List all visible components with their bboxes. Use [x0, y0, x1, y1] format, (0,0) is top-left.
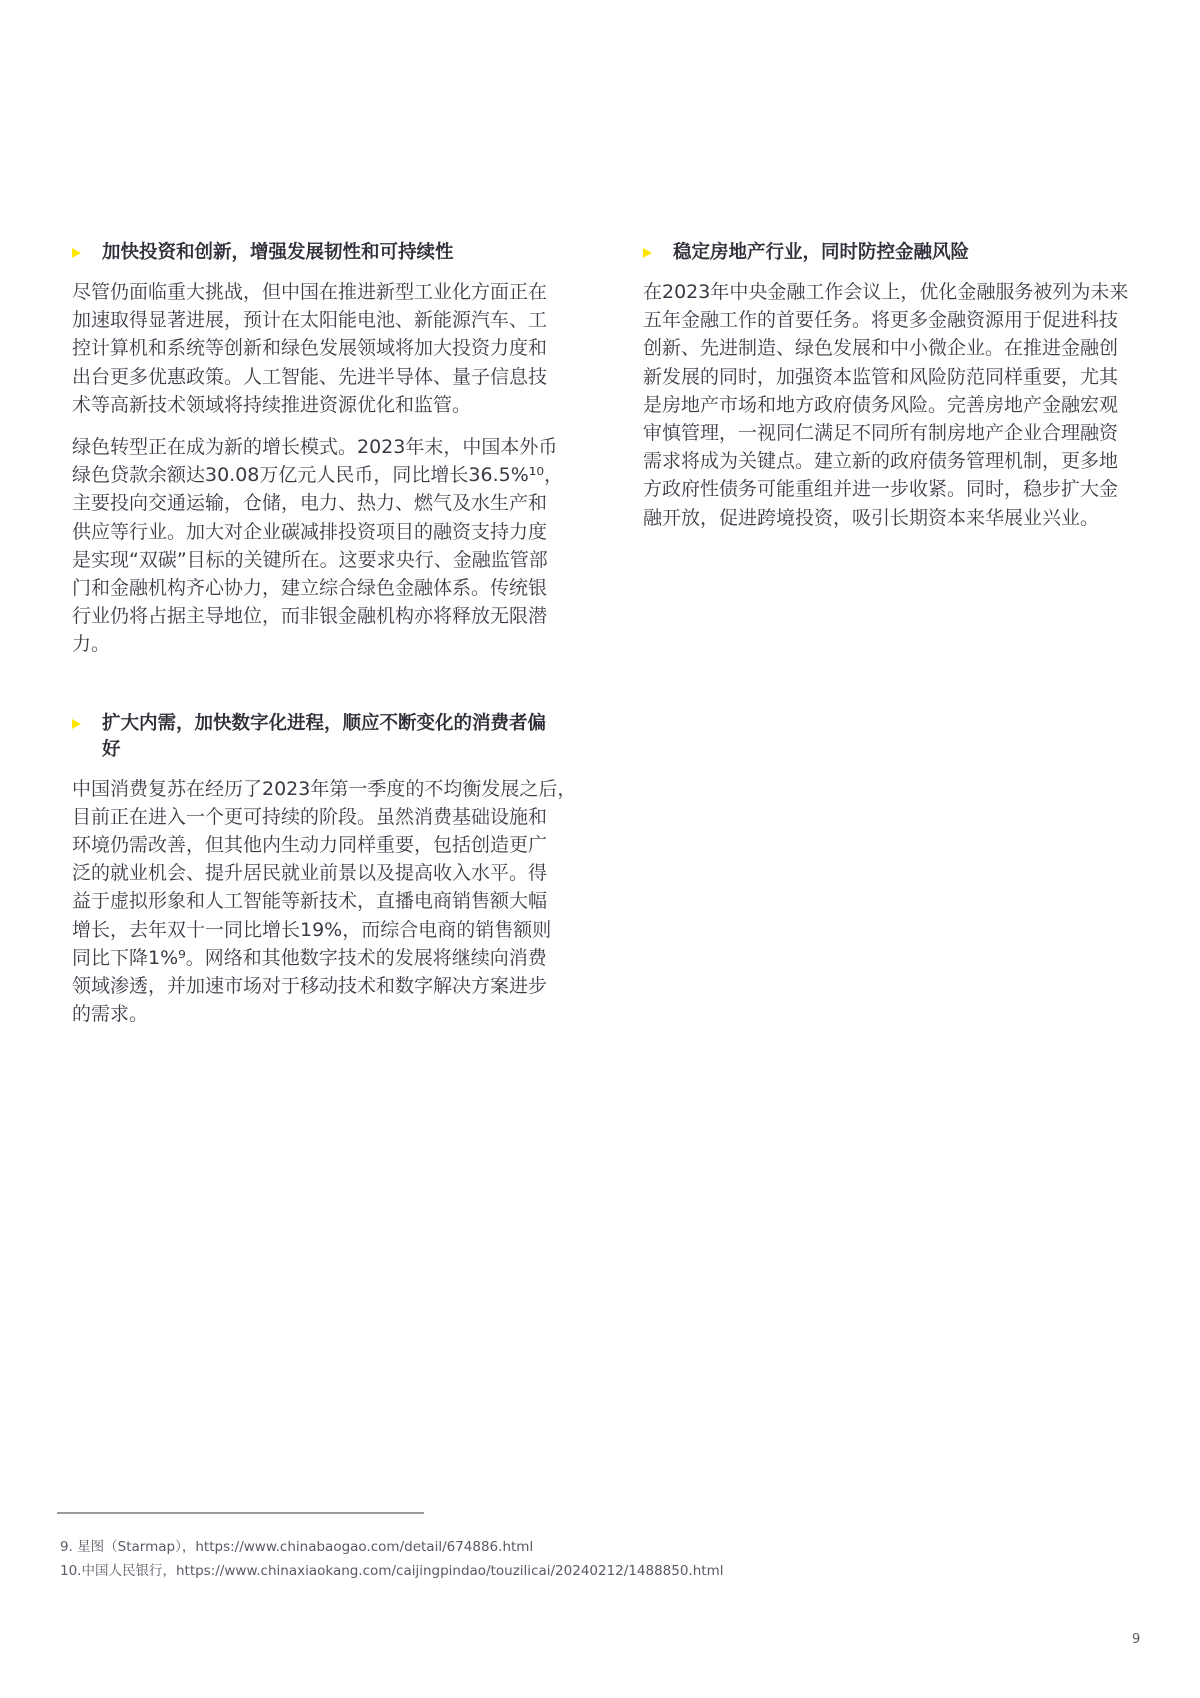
text-line: 在2023年中央金融工作会议上，优化金融服务被列为未来	[643, 281, 1129, 303]
text-line: 出台更多优惠政策。人工智能、先进半导体、量子信息技	[72, 365, 548, 388]
footnote-divider	[57, 1512, 424, 1514]
text-line: 门和金融机构齐心协力，建立综合绿色金融体系。传统银	[72, 577, 548, 600]
text-line: 泛的就业机会、提升居民就业前景以及提高收入水平。得	[72, 862, 548, 885]
text-line: 是房地产市场和地方政府债务风险。完善房地产金融宏观	[643, 393, 1119, 416]
paragraph	[72, 433, 602, 659]
text-line: 需求将成为关键点。建立新的政府债务管理机制，更多地	[643, 450, 1119, 473]
text-line: 中国消费复苏在经历了2023年第一季度的不均衡发展之后，	[72, 777, 577, 800]
triangle-bullet-icon	[72, 719, 81, 729]
paragraph	[72, 278, 602, 419]
text-line: 增长，去年双十一同比增长19%，而综合电商的销售额则	[72, 918, 552, 941]
text-line: 创新、先进制造、绿色发展和中小微企业。在推进金融创	[643, 337, 1119, 360]
text-line: 绿色贷款余额达30.08万亿元人民币，同比增长36.5%¹⁰，	[72, 464, 563, 487]
section-heading: 扩大内需，加快数字化进程，顺应不断变化的消费者偏 好	[72, 711, 602, 763]
text-line: 加速取得显著进展，预计在太阳能电池、新能源汽车、工	[72, 309, 548, 332]
text-line: 审慎管理，一视同仁满足不同所有制房地产企业合理融资	[643, 422, 1119, 445]
text-line: 方政府性债务可能重组并进一步收紧。同时，稳步扩大金	[643, 478, 1119, 501]
text-line: 力。	[72, 633, 111, 656]
left-column	[72, 240, 602, 1042]
text-line: 环境仍需改善，但其他内生动力同样重要，包括创造更广	[72, 834, 548, 857]
text-line: 新发展的同时，加强资本监管和风险防范同样重要，尤其	[643, 365, 1119, 388]
text-line: 五年金融工作的首要任务。将更多金融资源用于促进科技	[643, 309, 1119, 332]
text-line: 融开放，促进跨境投资，吸引长期资本来华展业兴业。	[643, 506, 1100, 529]
paragraph	[72, 775, 602, 1029]
right-column	[643, 240, 1173, 546]
triangle-bullet-icon	[643, 248, 652, 258]
text-line: 控计算机和系统等创新和绿色发展领域将加大投资力度和	[72, 337, 548, 360]
footnote-9: 9. 星图（Starmap），https://www.chinabaogao.com/detail/674886.html	[60, 1539, 534, 1555]
text-line: 同比下降1%⁹。网络和其他数字技术的发展将继续向消费	[72, 946, 547, 969]
paragraph	[643, 278, 1173, 532]
page-number: 9	[1132, 1632, 1141, 1647]
text-line: 术等高新技术领域将持续推进资源优化和监管。	[72, 393, 472, 416]
text-line: 目前正在进入一个更可持续的阶段。虽然消费基础设施和	[72, 805, 548, 828]
text-line: 的需求。	[72, 1003, 149, 1026]
text-line: 供应等行业。加大对企业碳减排投资项目的融资支持力度	[72, 520, 548, 543]
text-line: 行业仍将占据主导地位，而非银金融机构亦将释放无限潜	[72, 605, 548, 628]
text-line: 领域渗透，并加速市场对于移动技术和数字解决方案进步	[72, 975, 548, 998]
text-line: 是实现“双碳”目标的关键所在。这要求央行、金融监管部	[72, 548, 548, 571]
text-line: 绿色转型正在成为新的增长模式。2023年末，中国本外币	[72, 436, 558, 459]
text-line: 主要投向交通运输，仓储，电力、热力、燃气及水生产和	[72, 492, 548, 515]
section-heading: 加快投资和创新，增强发展韧性和可持续性	[72, 240, 602, 266]
footnote-10: 10.中国人民银行，https://www.chinaxiaokang.com/caijingpindao/touzilicai/20240212/1488850.html	[60, 1563, 724, 1579]
text-line: 尽管仍面临重大挑战，但中国在推进新型工业化方面正在	[72, 281, 548, 303]
text-line: 益于虚拟形象和人工智能等新技术，直播电商销售额大幅	[72, 890, 548, 913]
section-heading: 稳定房地产行业，同时防控金融风险	[643, 240, 1173, 266]
triangle-bullet-icon	[72, 248, 81, 258]
